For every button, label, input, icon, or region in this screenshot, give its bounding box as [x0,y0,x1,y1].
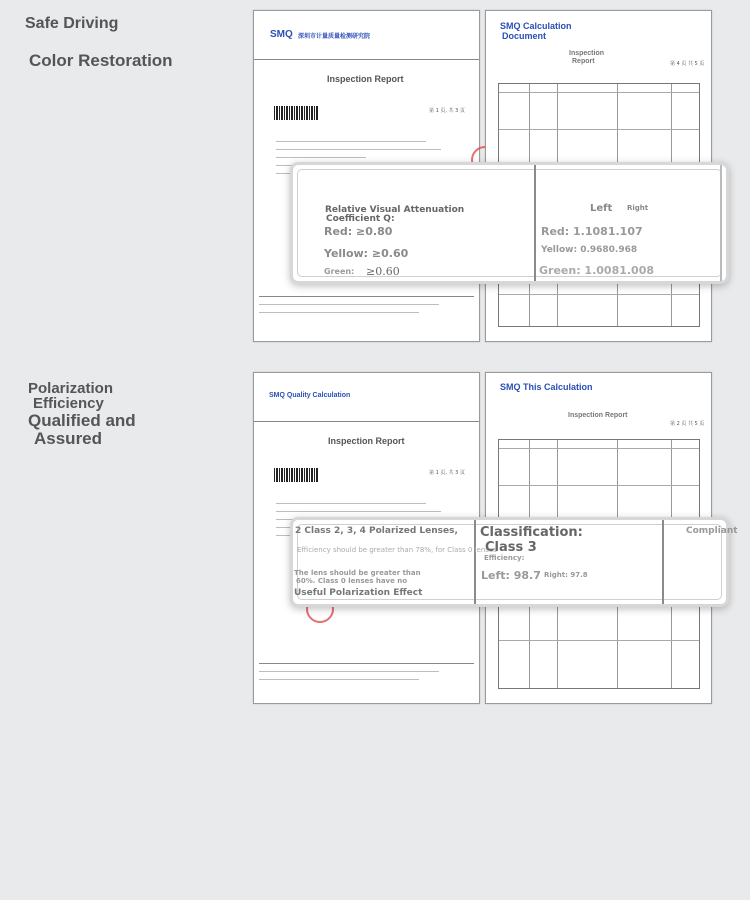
doc-sub2: Report [572,58,595,65]
red-requirement: Red: ≥0.80 [324,225,393,238]
doc-title-line1: SMQ Calculation [500,21,572,31]
green-value: Green: 1.0081.008 [539,264,655,277]
doc-title: Inspection Report [327,74,404,84]
smq-quality-logo: SMQ Quality Calculation [269,392,351,399]
page-number: 第 1 页, 共 3 页 [429,108,465,114]
polarization-card [290,517,738,607]
left-efficiency: Left: 98.7 [481,569,541,582]
compliant-label: Compliant [686,526,738,536]
lens-class-line: 2 Class 2, 3, 4 Polarized Lenses, [295,526,458,536]
card-divider [534,165,536,281]
efficiency-label: Efficiency: [484,554,525,562]
headline-qualified: Qualified and [28,411,136,430]
yellow-requirement: Yellow: ≥0.60 [324,247,409,260]
headline-assured: Assured [34,429,103,448]
smq-logo-cn: 深圳市计量质量检测研究院 [298,34,371,40]
attenuation-card [290,162,729,284]
yellow-value: Yellow: 0.9680.968 [541,245,638,255]
green-requirement: Green: [324,267,355,276]
barcode [274,106,318,120]
red-value: Red: 1.1081.107 [541,225,643,238]
doc-sub1: Inspection [569,50,605,57]
card-divider-right [720,165,722,281]
doc-title: SMQ This Calculation [500,382,593,392]
page-number: 第 1 页, 共 3 页 [429,470,465,476]
doc-header-rule [254,421,479,422]
right-header: Right [627,204,649,212]
classification-value: Class 3 [485,540,537,555]
doc-title-line2: Document [502,31,547,41]
headline-color-restoration: Color Restoration [29,51,173,70]
attenuation-label-2: Coefficient Q: [326,214,395,224]
doc-title: Inspection Report [328,436,405,446]
attenuation-label-1: Relative Visual Attenuation [325,205,465,215]
doc-sub: Inspection Report [568,412,628,419]
green-requirement-value: ≥0.60 [366,265,400,278]
useful-polarization-line: Useful Polarization Effect [294,588,423,598]
classification-label: Classification: [480,525,583,540]
right-efficiency: Right: 97.8 [544,571,588,579]
headline-polarization: Polarization [28,380,114,397]
left-header: Left [590,203,613,214]
card-divider [474,520,476,604]
headline-efficiency: Efficiency [33,395,104,412]
barcode [274,468,318,482]
smq-logo: SMQ [270,29,293,40]
page-number: 第 2 页 共 5 页 [670,421,705,427]
greater-line-1: The lens should be greater than [294,569,421,577]
doc-header-rule [254,59,479,60]
doc-footer-lines [259,296,474,320]
efficiency-requirement: Efficiency should be greater than 78%, for Class 0 lenses [297,546,497,554]
card-divider-right [662,520,664,604]
page-number: 第 4 页 共 5 页 [670,61,705,67]
doc-footer-lines [259,663,474,687]
greater-line-2: 60%. Class 0 lenses have no [296,577,408,585]
headline-safe-driving: Safe Driving [25,15,119,32]
